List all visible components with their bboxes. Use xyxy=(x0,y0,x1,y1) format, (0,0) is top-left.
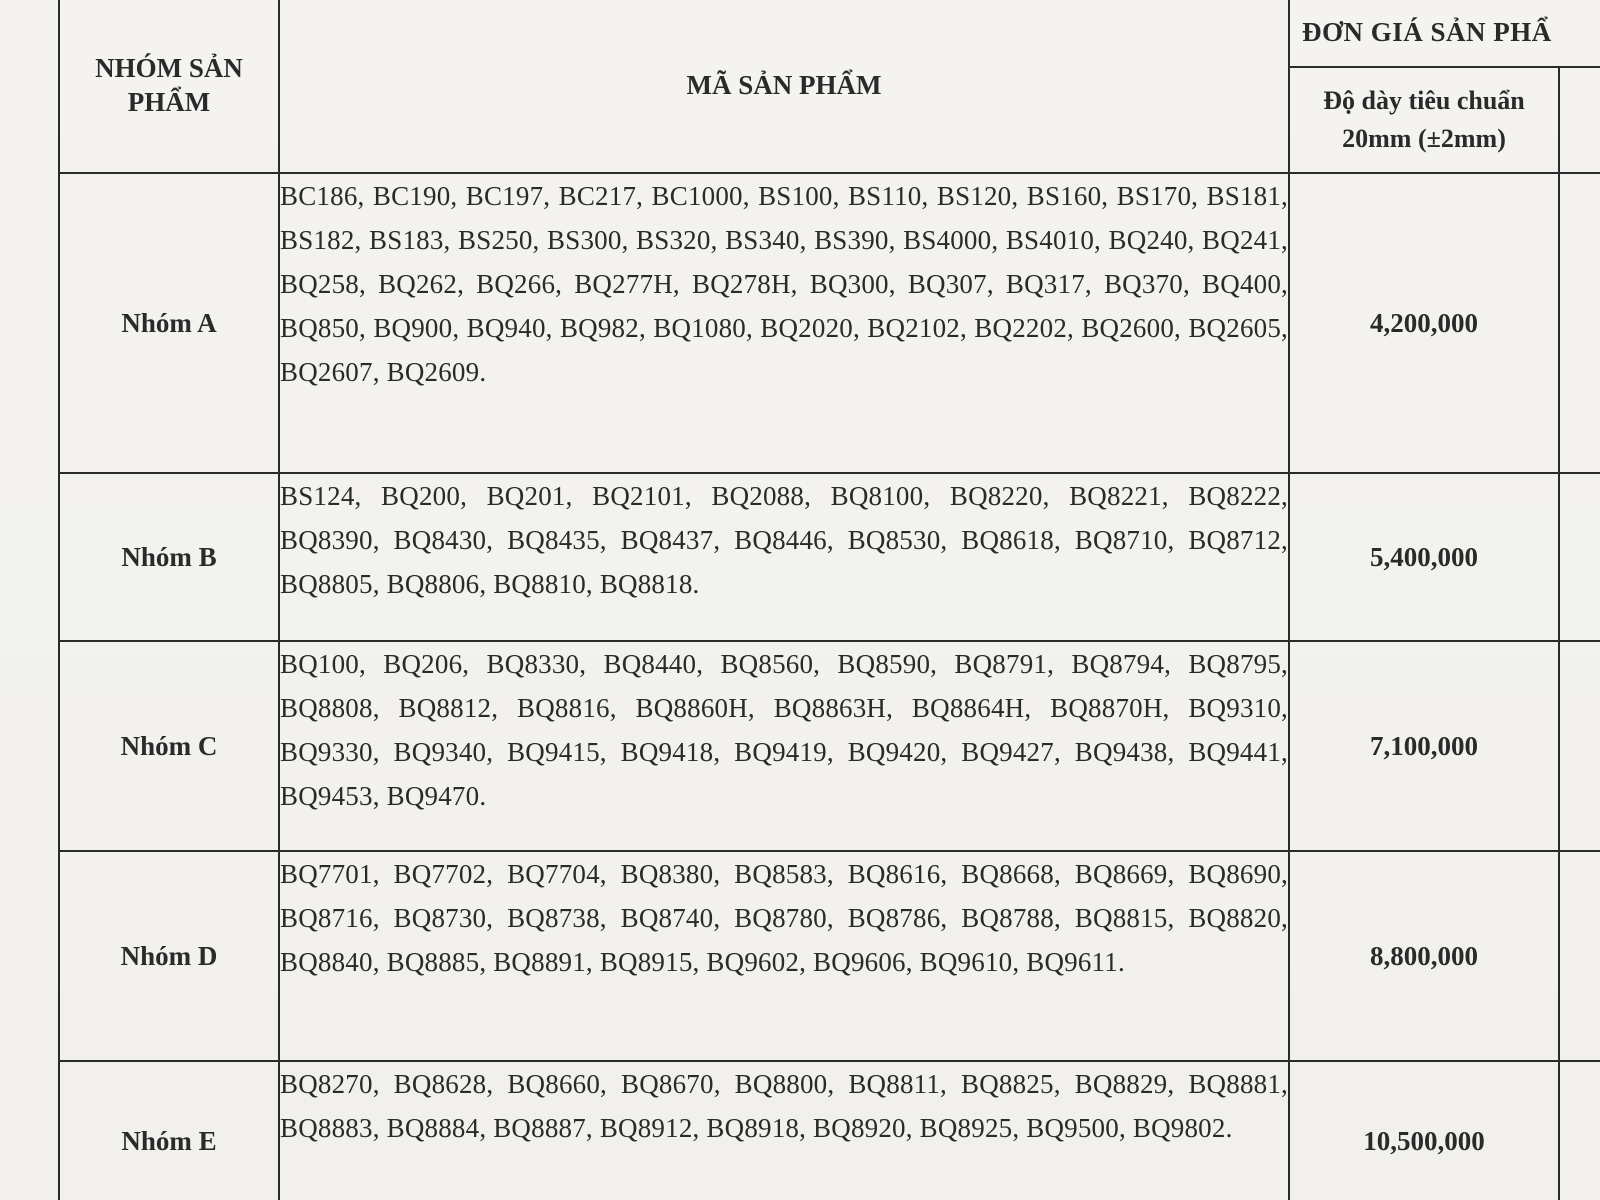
product-codes: BQ100, BQ206, BQ8330, BQ8440, BQ8560, BQ8590, BQ8791, BQ8794, BQ8795, BQ8808, BQ8812, BQ8816, BQ8860H, BQ8863H, BQ8864H, BQ8870H, BQ9310, BQ9330, BQ9340, BQ9415, BQ9418, BQ9419, BQ9420, BQ9427, BQ9438, BQ9441, BQ9453, BQ9470. xyxy=(279,641,1289,851)
unit-price: 7,100,000 xyxy=(1289,641,1559,851)
table-row xyxy=(59,851,1600,1061)
group-name: Nhóm D xyxy=(59,851,279,1061)
product-codes: BQ7701, BQ7702, BQ7704, BQ8380, BQ8583, BQ8616, BQ8668, BQ8669, BQ8690, BQ8716, BQ8730, BQ8738, BQ8740, BQ8780, BQ8786, BQ8788, BQ8815, BQ8820, BQ8840, BQ8885, BQ8891, BQ8915, BQ9602, BQ9606, BQ9610, BQ9611. xyxy=(279,851,1289,1061)
group-name: Nhóm A xyxy=(59,173,279,473)
product-codes: BQ8270, BQ8628, BQ8660, BQ8670, BQ8800, BQ8811, BQ8825, BQ8829, BQ8881, BQ8883, BQ8884, BQ8887, BQ8912, BQ8918, BQ8920, BQ8925, BQ9500, BQ9802. xyxy=(279,1061,1289,1200)
table-row xyxy=(59,1061,1600,1200)
cropped-cell xyxy=(1559,173,1600,473)
table-row xyxy=(59,173,1600,473)
product-codes: BC186, BC190, BC197, BC217, BC1000, BS100, BS110, BS120, BS160, BS170, BS181, BS182, BS183, BS250, BS300, BS320, BS340, BS390, BS4000, BS4010, BQ240, BQ241, BQ258, BQ262, BQ266, BQ277H, BQ278H, BQ300, BQ307, BQ317, BQ370, BQ400, BQ850, BQ900, BQ940, BQ982, BQ1080, BQ2020, BQ2102, BQ2202, BQ2600, BQ2605, BQ2607, BQ2609. xyxy=(279,173,1289,473)
unit-price: 5,400,000 xyxy=(1289,473,1559,641)
cropped-cell xyxy=(1559,641,1600,851)
thickness-column-header: Độ dày tiêu chuẩn 20mm (±2mm) xyxy=(1289,67,1559,173)
cropped-cell xyxy=(1559,851,1600,1061)
header-row xyxy=(59,0,1600,67)
unit-price: 4,200,000 xyxy=(1289,173,1559,473)
price-table xyxy=(58,0,1600,1200)
cropped-cell xyxy=(1559,473,1600,641)
table-row xyxy=(59,641,1600,851)
group-column-header: NHÓM SẢN PHẨM xyxy=(59,0,279,173)
cropped-column-header xyxy=(1559,67,1600,173)
price-column-header: ĐƠN GIÁ SẢN PHẨ xyxy=(1289,0,1600,67)
code-column-header: MÃ SẢN PHẨM xyxy=(279,0,1289,173)
group-name: Nhóm E xyxy=(59,1061,279,1200)
unit-price: 10,500,000 xyxy=(1289,1061,1559,1200)
cropped-cell xyxy=(1559,1061,1600,1200)
group-name: Nhóm B xyxy=(59,473,279,641)
table-row xyxy=(59,473,1600,641)
product-codes: BS124, BQ200, BQ201, BQ2101, BQ2088, BQ8100, BQ8220, BQ8221, BQ8222, BQ8390, BQ8430, BQ8435, BQ8437, BQ8446, BQ8530, BQ8618, BQ8710, BQ8712, BQ8805, BQ8806, BQ8810, BQ8818. xyxy=(279,473,1289,641)
unit-price: 8,800,000 xyxy=(1289,851,1559,1061)
group-name: Nhóm C xyxy=(59,641,279,851)
